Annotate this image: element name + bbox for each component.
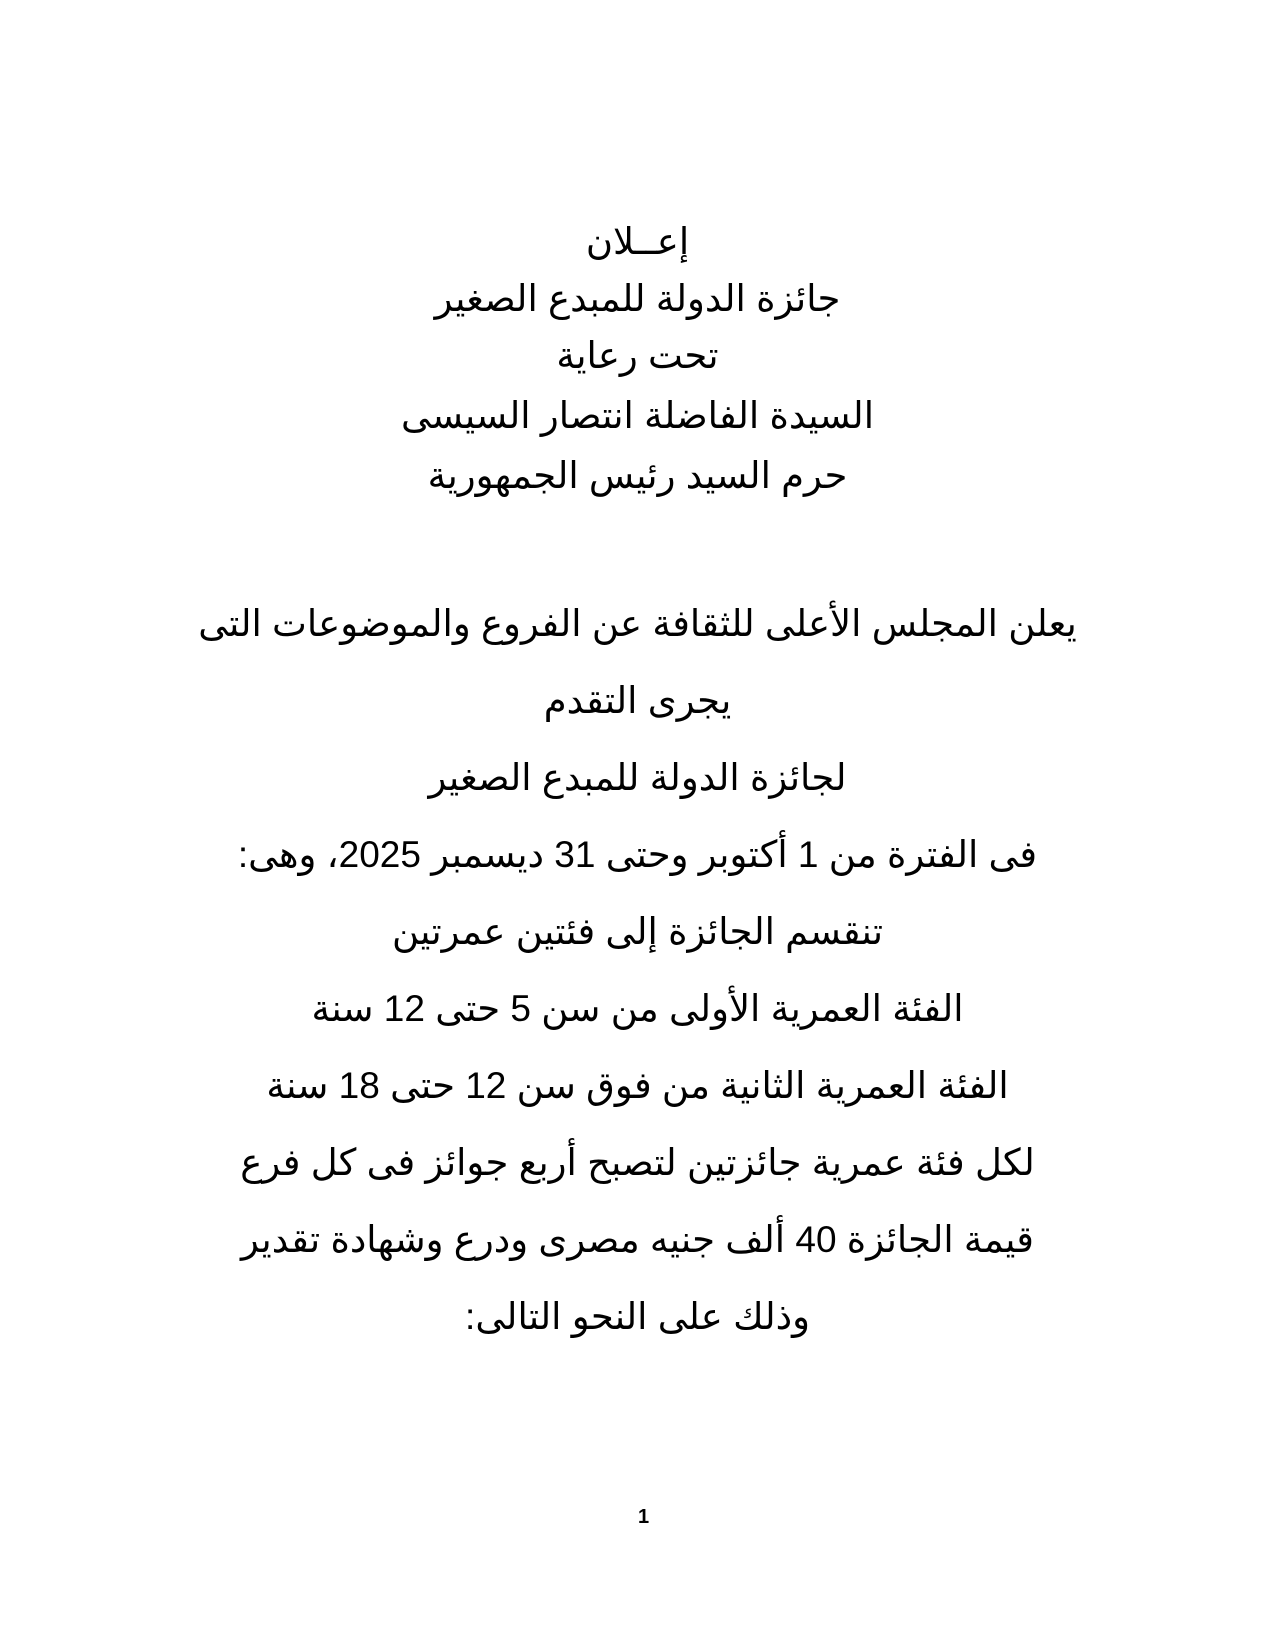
body-line-age-group-2: الفئة العمرية الثانية من فوق سن 12 حتى 18 سنة [266,1065,1009,1106]
patron-title: حرم السيد رئيس الجمهورية [427,455,848,496]
body-line-categories: تنقسم الجائزة إلى فئتين عمرتين [392,911,883,952]
patron-name: السيدة الفاضلة انتصار السيسى [401,395,874,436]
body-line-intro: يعلن المجلس الأعلى للثقافة عن الفروع والموضوعات التى [198,603,1077,644]
patronage-label: تحت رعاية [556,335,719,376]
body-line-award: لجائزة الدولة للمبدع الصغير [428,757,847,798]
body-line-period: فى الفترة من 1 أكتوبر وحتى 31 ديسمبر 2025، وهى: [237,834,1038,875]
body-line-prizes: لكل فئة عمرية جائزتين لتصبح أربع جوائز فى كل فرع [240,1142,1035,1183]
body-line-apply: يجرى التقدم [543,680,732,721]
body-line-prize-value: قيمة الجائزة 40 ألف جنيه مصرى ودرع وشهادة تقدير [241,1219,1034,1260]
announcement-title: إعــلان [585,221,690,262]
body-line-age-group-1: الفئة العمرية الأولى من سن 5 حتى 12 سنة [311,988,964,1029]
award-name-heading: جائزة الدولة للمبدع الصغير [434,278,841,319]
page-number: 1 [637,1506,650,1528]
body-line-as-follows: وذلك على النحو التالى: [465,1296,810,1337]
